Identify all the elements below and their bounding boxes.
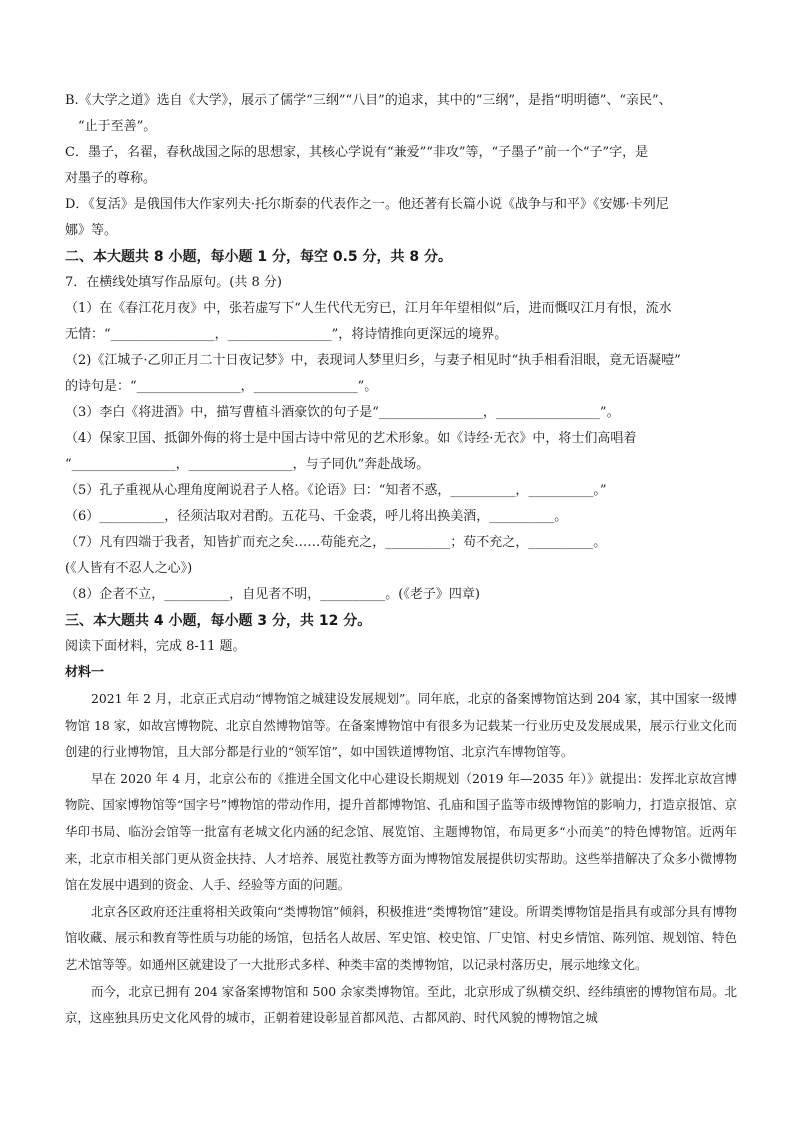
option-c-line-1: C．墨子，名翟，春秋战国之际的思想家，其核心学说有“兼爱”“非攻”等，“子墨子”前一个“子”字，是 <box>65 145 649 160</box>
material-label: 材料一 <box>65 665 105 680</box>
option-d <box>65 192 737 244</box>
option-b <box>65 88 737 140</box>
section-3-intro: 阅读下面材料，完成 8-11 题。 <box>65 639 246 654</box>
q7-line: “________________，________________，与子同仇”奔赴战场。 <box>65 457 430 472</box>
question-7-items <box>65 296 737 608</box>
option-d-line-1: D．《复活》是俄国伟大作家列夫·托尔斯泰的代表作之一。他还著有长篇小说《战争与和平》《安娜·卡列尼 <box>65 197 669 212</box>
option-c-line-2: 对墨子的尊称。 <box>65 171 157 186</box>
q7-line: （6）__________，径须沽取对君酌。五花马、千金裘，呼儿将出换美酒，__________。 <box>65 509 568 524</box>
option-d-line-2: 娜》等。 <box>65 223 118 238</box>
q7-line: （3）李白《将进酒》中，描写曹植斗酒豪饮的句子是“________________，________________”。 <box>65 405 620 420</box>
exam-page <box>65 88 737 1032</box>
q7-line: （7）凡有四端于我者，知皆扩而充之矣……苟能充之，__________；苟不充之，__________。 <box>65 535 607 550</box>
passage-paragraph: 北京各区政府还注重将相关政策向“类博物馆”倾斜，积极推进“类博物馆”建设。所谓类博物馆是指具有或部分具有博物馆收藏、展示和教育等性质与功能的场馆，包括名人故居、军史馆、校史馆、厂史馆、村史乡情馆、陈列馆、规划馆、特色艺术馆等等。如通州区就建设了一大批形式多样、种类丰富的类博物馆，以记录村落历史，展示地缘文化。 <box>65 903 737 972</box>
q7-line: (《人皆有不忍人之心》) <box>65 561 193 576</box>
section-3-heading: 三、本大题共 4 小题，每小题 3 分，共 12 分。 <box>65 613 372 629</box>
passage-paragraph: 2021 年 2 月，北京正式启动“博物馆之城建设发展规划”。同年底，北京的备案博物馆达到 204 家，其中国家一级博物馆 18 家，如故宫博物院、北京自然博物馆等。在备案博物馆中有很多为记载某一行业历史及发展成果，展示行业文化而创建的行业博物馆，且大部分都是行业的“领军馆”，如中国铁道博物馆、北京汽车博物馆等。 <box>65 691 737 760</box>
section-2-heading: 二、本大题共 8 小题，每小题 1 分，每空 0.5 分，共 8 分。 <box>65 249 453 265</box>
passage-paragraph: 而今，北京已拥有 204 家备案博物馆和 500 余家类博物馆。至此，北京形成了纵横交织、经纬缜密的博物馆布局。北京，这座独具历史文化风骨的城市，正朝着建设彰显首都风范、古都风韵、时代风貌的博物馆之城 <box>65 983 737 1026</box>
q7-line: （4）保家卫国、抵御外侮的将士是中国古诗中常见的艺术形象。如《诗经·无衣》中，将士们高唱着 <box>65 431 637 446</box>
q7-line: 无情：“________________，________________”，将诗情推向更深远的境界。 <box>65 327 508 342</box>
material-passage <box>65 686 737 1032</box>
passage-paragraph: 早在 2020 年 4 月，北京公布的《推进全国文化中心建设长期规划（2019 年—2035 年）》就提出：发挥北京故宫博物院、国家博物馆等“国字号”博物馆的带动作用，提升首都博物馆、孔庙和国子监等市级博物馆的影响力，打造京报馆、京华印书局、临汾会馆等一批富有老城文化内涵的纪念馆、展览馆、主题博物馆，布局更多“小而美”的特色博物馆。近两年来，北京市相关部门更从资金扶持、人才培养、展览社教等方面为博物馆发展提供切实帮助。这些举措解决了众多小微博物馆在发展中遇到的资金、人手、经验等方面的问题。 <box>65 770 737 893</box>
q7-line: （8）企者不立，__________，自见者不明，__________。(《老子》四章) <box>65 587 480 602</box>
q7-line: （5）孔子重视从心理角度阐说君子人格。《论语》曰：“知者不惑，__________，__________。” <box>65 483 607 498</box>
q7-line: （2)《江城子·乙卯正月二十日夜记梦》中，表现词人梦里归乡，与妻子相见时“执手相看泪眼，竟无语凝噎” <box>65 353 681 368</box>
option-b-line-2: “止于至善”。 <box>78 119 157 134</box>
question-7-stem: 7．在横线处填写作品原句。(共 8 分) <box>65 275 282 290</box>
option-b-line-1: B.《大学之道》选自《大学》，展示了儒学“三纲”“八目”的追求，其中的“三纲”，是指“明明德”、“亲民”、 <box>65 93 672 108</box>
option-c <box>65 140 737 192</box>
q7-line: （1）在《春江花月夜》中，张若虚写下“人生代代无穷已，江月年年望相似”后，进而慨叹江月有恨，流水 <box>65 301 672 316</box>
q7-line: 的诗句是：“________________，________________”。 <box>65 379 378 394</box>
